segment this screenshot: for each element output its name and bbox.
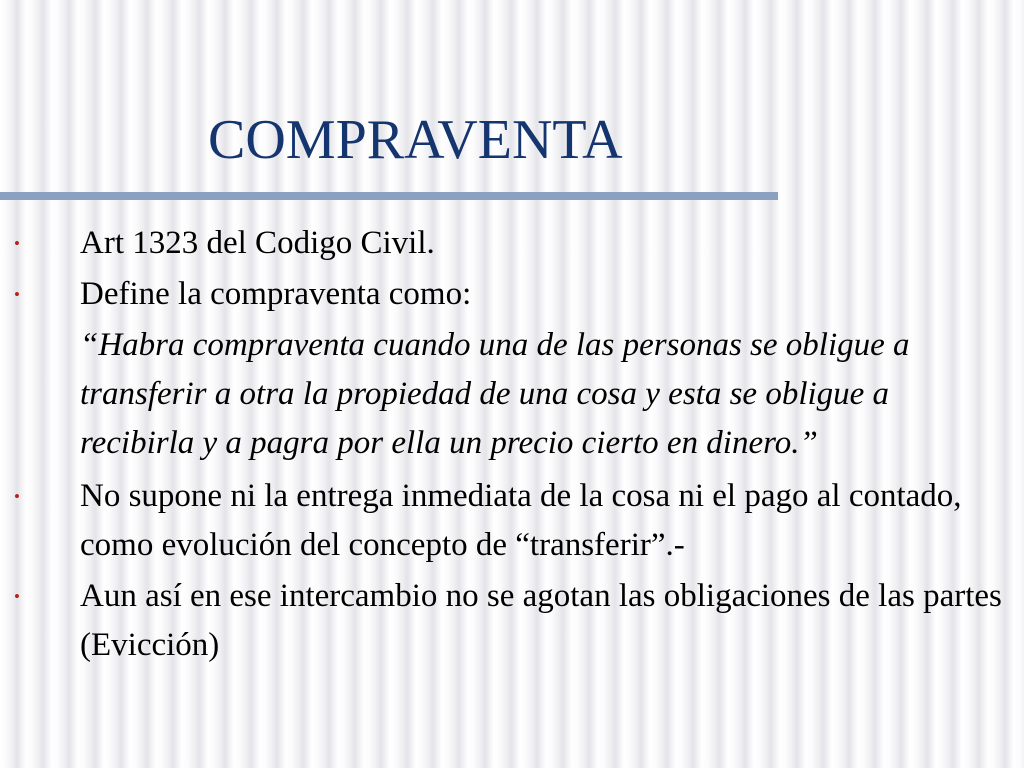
slide-title: COMPRAVENTA bbox=[208, 109, 623, 171]
bullet-dot-icon: • bbox=[14, 487, 20, 506]
bullet-text: Define la compraventa como: bbox=[80, 276, 472, 312]
bullet-dot-icon: • bbox=[14, 587, 20, 606]
slide-body bbox=[0, 219, 1024, 672]
bullet-text: No supone ni la entrega inmediata de la cosa ni el pago al contado, como evolución del concepto de “transferir”.- bbox=[80, 478, 962, 563]
definition-quote bbox=[0, 321, 1010, 468]
bullet-dot-icon: • bbox=[14, 234, 20, 253]
bullet-text: Aun así en ese intercambio no se agotan las obligaciones de las partes (Evicción) bbox=[80, 578, 1002, 663]
bullet-text: Art 1323 del Codigo Civil. bbox=[80, 225, 435, 261]
title-underline-rule bbox=[0, 192, 778, 200]
quote-text: “Habra compraventa cuando una de las personas se obligue a transferir a otra la propiedad de una cosa y esta se obligue a recibirla y a pagra por ella un precio cierto en dinero.” bbox=[80, 327, 910, 461]
bullet-item-definition bbox=[0, 270, 1010, 319]
bullet-item-obligations bbox=[0, 572, 1010, 670]
bullet-item-delivery bbox=[0, 472, 1010, 570]
bullet-dot-icon: • bbox=[14, 285, 20, 304]
bullet-item-article bbox=[0, 219, 1010, 268]
